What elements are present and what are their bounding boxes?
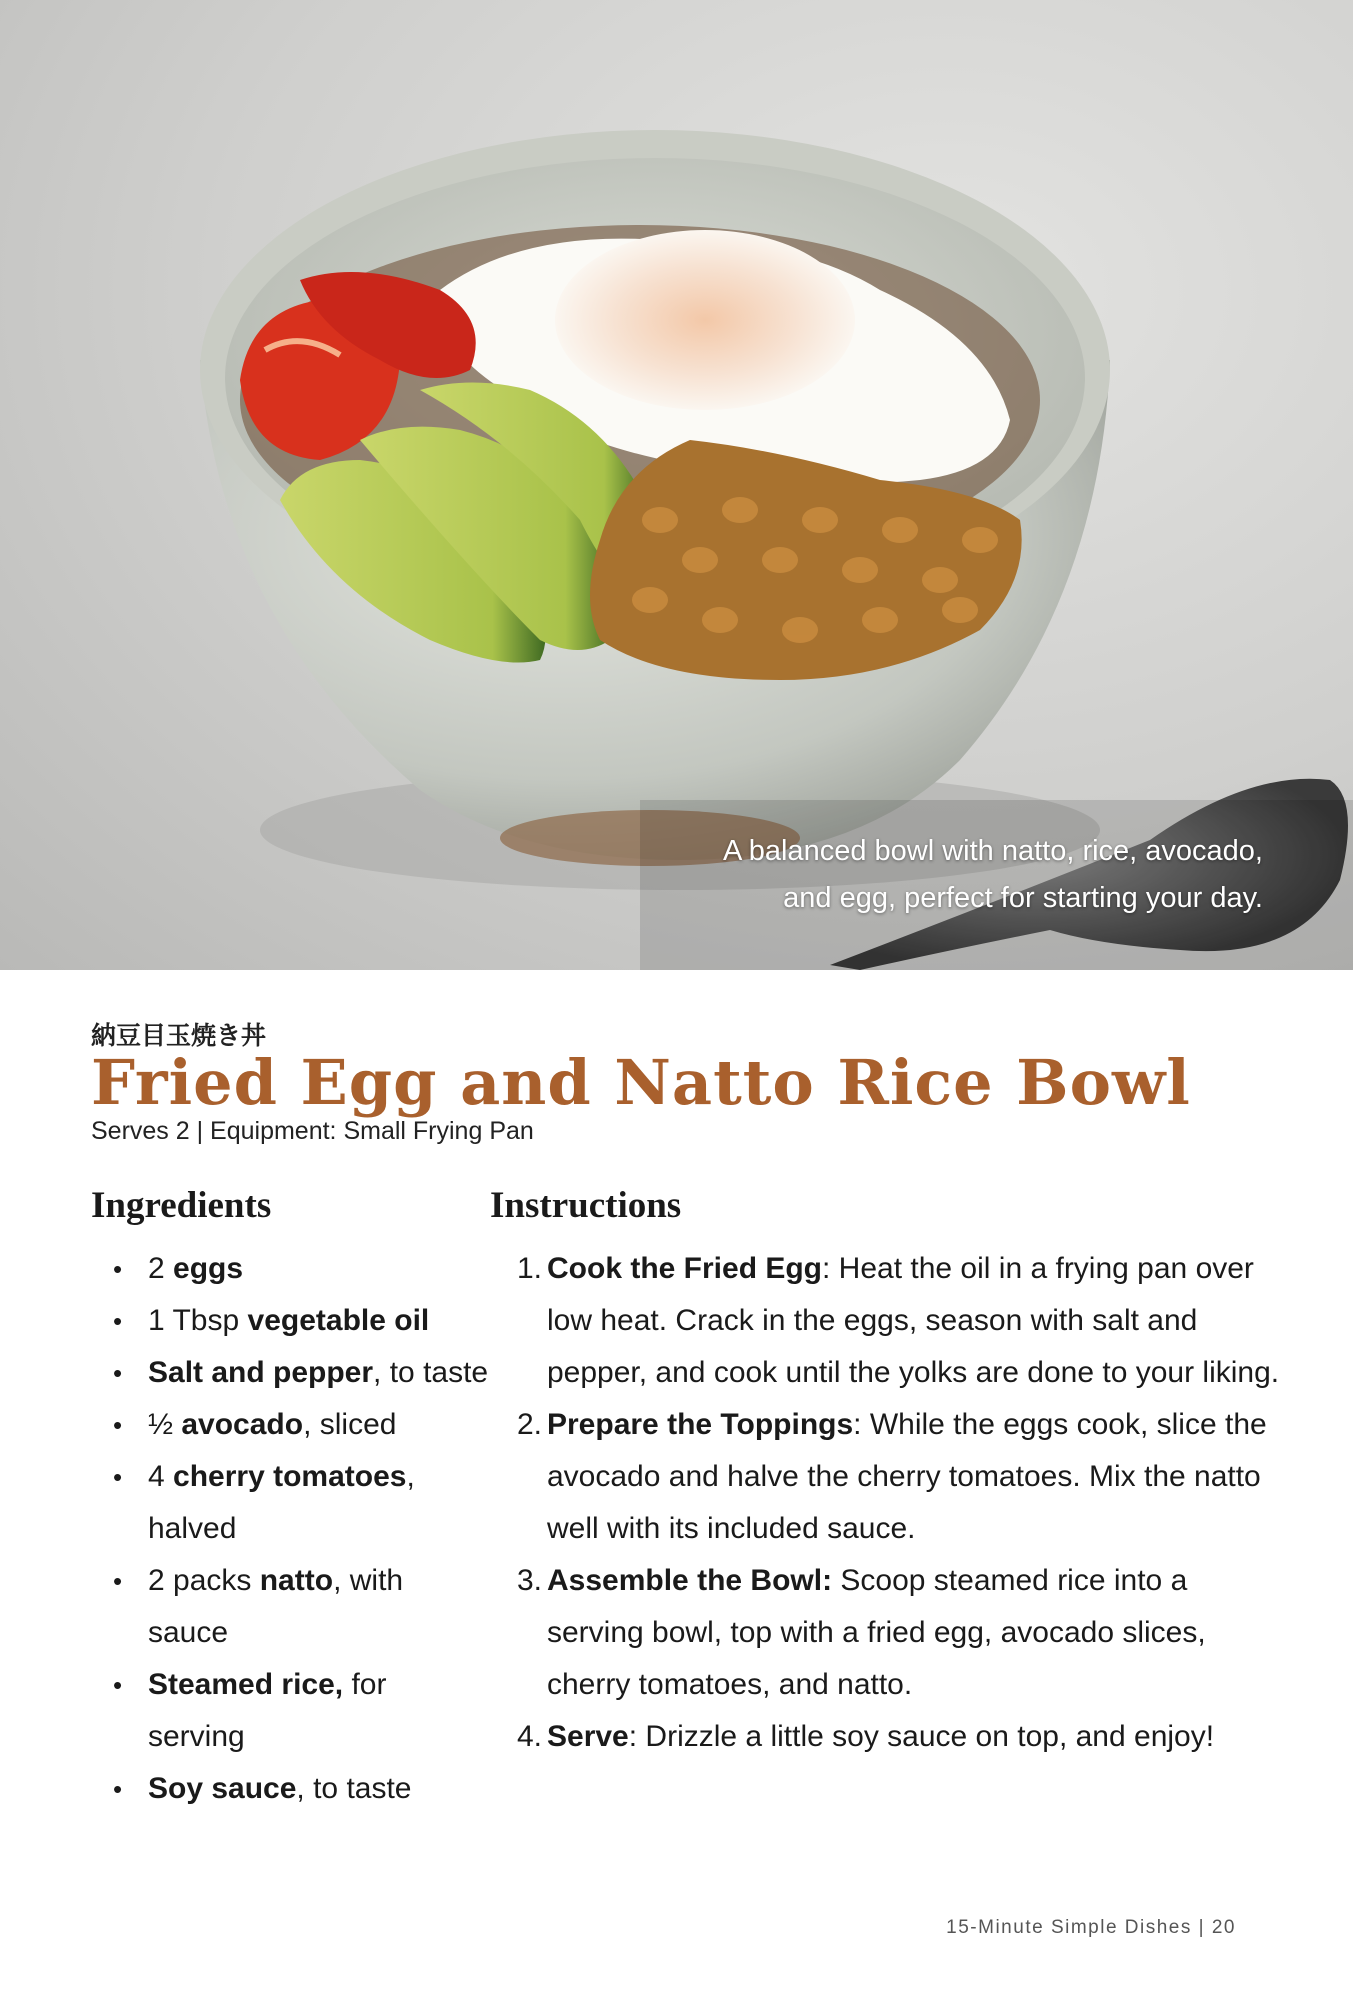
recipe-meta: Serves 2 | Equipment: Small Frying Pan xyxy=(91,1117,534,1145)
ingredient-name: avocado xyxy=(181,1408,304,1441)
step-number: 4. xyxy=(517,1720,543,1753)
bullet-icon: • xyxy=(113,1462,123,1492)
ingredients-list xyxy=(91,1243,491,1815)
instruction-step xyxy=(505,1555,1285,1711)
ingredient-quantity: 4 xyxy=(148,1460,174,1493)
step-text: Scoop steamed rice into a serving bowl, top with a fried egg, avocado slices, cherry tomatoes, and natto. xyxy=(547,1564,1206,1701)
bullet-icon: • xyxy=(113,1670,123,1700)
ingredient-item xyxy=(91,1451,491,1555)
instruction-step xyxy=(505,1243,1285,1399)
instruction-step xyxy=(505,1399,1285,1555)
ingredient-name: eggs xyxy=(173,1252,244,1285)
bullet-icon: • xyxy=(113,1254,123,1284)
step-title: Prepare the Toppings xyxy=(547,1408,854,1441)
ingredient-note: , sliced xyxy=(303,1408,397,1441)
instructions-list xyxy=(505,1243,1285,1763)
ingredient-name: cherry tomatoes xyxy=(173,1460,407,1493)
ingredient-item xyxy=(91,1555,491,1659)
hero-photo xyxy=(0,0,1353,970)
bullet-icon: • xyxy=(113,1358,123,1388)
ingredient-quantity: 1 Tbsp xyxy=(148,1304,248,1337)
ingredient-item xyxy=(91,1659,491,1763)
step-number: 2. xyxy=(517,1408,543,1441)
step-title: Serve xyxy=(547,1720,629,1753)
recipe-title: Fried Egg and Natto Rice Bowl xyxy=(91,1046,1191,1119)
step-text: : Drizzle a little soy sauce on top, and enjoy! xyxy=(628,1720,1215,1753)
photo-caption xyxy=(563,828,1263,922)
ingredient-name: Salt and pepper xyxy=(148,1356,374,1389)
ingredient-note: , to taste xyxy=(373,1356,489,1389)
bullet-icon: • xyxy=(113,1410,123,1440)
bullet-icon: • xyxy=(113,1566,123,1596)
ingredient-note: , to taste xyxy=(296,1772,412,1805)
photo-caption-line-2: and egg, perfect for starting your day. xyxy=(783,882,1263,914)
bullet-icon: • xyxy=(113,1306,123,1336)
step-title: Assemble the Bowl: xyxy=(547,1564,833,1597)
page-footer: 15-Minute Simple Dishes | 20 xyxy=(946,1917,1236,1938)
ingredient-note: , halved xyxy=(148,1460,415,1545)
ingredient-note: , with sauce xyxy=(148,1564,404,1649)
ingredient-item xyxy=(91,1399,491,1451)
japanese-title: 納豆目玉焼き丼 xyxy=(91,1021,267,1050)
instruction-step xyxy=(505,1711,1285,1763)
ingredient-note: for serving xyxy=(148,1668,387,1753)
ingredient-quantity: 2 packs xyxy=(148,1564,260,1597)
photo-caption-line-1: A balanced bowl with natto, rice, avocado, xyxy=(722,835,1263,867)
ingredient-name: Steamed rice, xyxy=(148,1668,344,1701)
ingredient-name: Soy sauce xyxy=(148,1772,297,1805)
ingredients-heading: Ingredients xyxy=(91,1185,272,1226)
ingredient-quantity: ½ xyxy=(148,1408,182,1441)
step-number: 3. xyxy=(517,1564,543,1597)
natto-bowl-illustration xyxy=(0,0,1353,970)
ingredient-name: natto xyxy=(259,1564,334,1597)
ingredient-quantity: 2 xyxy=(148,1252,174,1285)
step-title: Cook the Fried Egg xyxy=(547,1252,823,1285)
instructions-heading: Instructions xyxy=(490,1185,682,1226)
step-text: : Heat the oil in a frying pan over low heat. Crack in the eggs, season with salt and pepper, and cook until the yolks are done to your liking. xyxy=(547,1252,1280,1389)
ingredient-item xyxy=(91,1763,491,1815)
ingredient-item xyxy=(91,1243,491,1295)
step-text: : While the eggs cook, slice the avocado and halve the cherry tomatoes. Mix the natto well with its included sauce. xyxy=(547,1408,1267,1545)
ingredient-name: vegetable oil xyxy=(247,1304,430,1337)
step-number: 1. xyxy=(517,1252,543,1285)
ingredient-item xyxy=(91,1347,491,1399)
bullet-icon: • xyxy=(113,1774,123,1804)
ingredient-item xyxy=(91,1295,491,1347)
